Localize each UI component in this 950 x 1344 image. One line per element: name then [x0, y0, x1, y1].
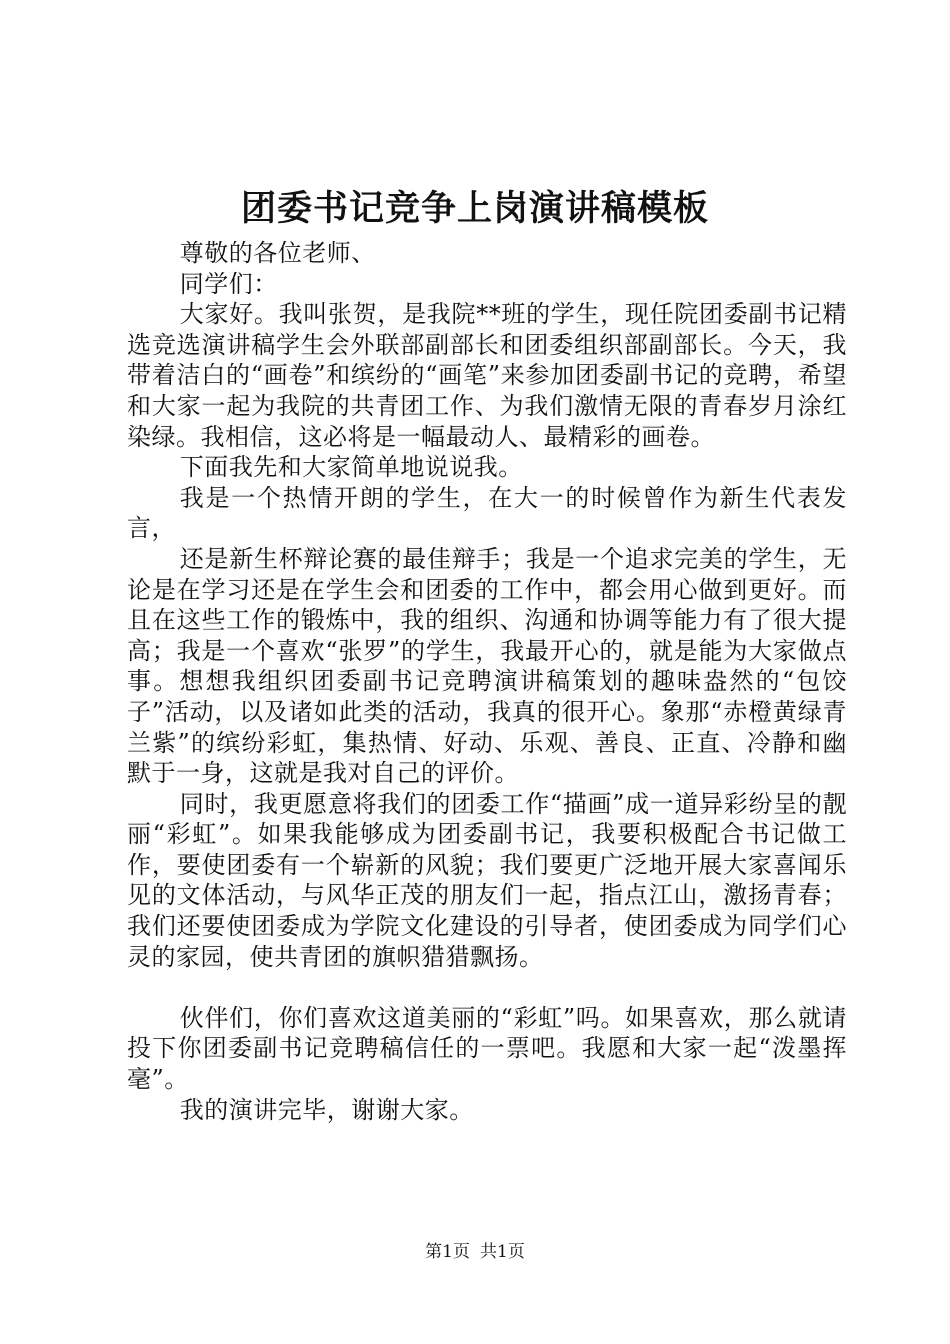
paragraph-achievements: 还是新生杯辩论赛的最佳辩手；我是一个追求完美的学生，无论是在学习还是在学生会和团委的工作中，都会用心做到更好。而且在这些工作的锻炼中，我的组织、沟通和协调等能力有了很大提高；我是一个喜欢“张罗”的学生，我最开心的，就是能为大家做点事。想想我组织团委副书记竞聘演讲稿策划的趣味盎然的“包饺子”活动，以及诸如此类的活动，我真的很开心。象那“赤橙黄绿青兰紫”的缤纷彩虹，集热情、好动、乐观、善良、正直、冷静和幽默于一身，这就是我对自己的评价。	[127, 544, 847, 788]
paragraph-vote-appeal: 伙伴们，你们喜欢这道美丽的“彩虹”吗。如果喜欢，那么就请投下你团委副书记竞聘稿信任的一票吧。我愿和大家一起“泼墨挥毫”。	[127, 1003, 847, 1094]
paragraph-spacer	[127, 972, 847, 1003]
paragraph-plans: 同时，我更愿意将我们的团委工作“描画”成一道异彩纷呈的靓丽“彩虹”。如果我能够成为团委副书记，我要积极配合书记做工作，要使团委有一个崭新的风貌；我们要更广泛地开展大家喜闻乐见的文体活动，与风华正茂的朋友们一起，指点江山，激扬青春；我们还要使团委成为学院文化建设的引导者，使团委成为同学们心灵的家园，使共青团的旗帜猎猎飘扬。	[127, 789, 847, 971]
paragraph-closing: 我的演讲完毕，谢谢大家。	[179, 1095, 474, 1124]
paragraph-about-me-intro: 下面我先和大家简单地说说我。	[179, 453, 523, 482]
paragraph-greeting-teachers: 尊敬的各位老师、	[179, 239, 376, 267]
page-total: 共1页	[480, 1242, 525, 1262]
page-footer	[0, 1240, 950, 1264]
paragraph-introduction: 大家好。我叫张贺，是我院**班的学生，现任院团委副书记精选竞选演讲稿学生会外联部副部长和团委组织部副部长。今天，我带着洁白的“画卷”和缤纷的“画笔”来参加团委副书记的竞聘，希望和大家一起为我院的共青团工作、为我们激情无限的青春岁月涂红染绿。我相信，这必将是一幅最动人、最精彩的画卷。	[127, 300, 847, 451]
paragraph-greeting-students: 同学们：	[179, 269, 278, 298]
paragraph-personality: 我是一个热情开朗的学生，在大一的时候曾作为新生代表发言，	[127, 483, 847, 543]
document-title: 团委书记竞争上岗演讲稿模板	[240, 188, 709, 229]
document-body	[127, 238, 847, 1125]
page-number: 第1页	[425, 1242, 470, 1262]
